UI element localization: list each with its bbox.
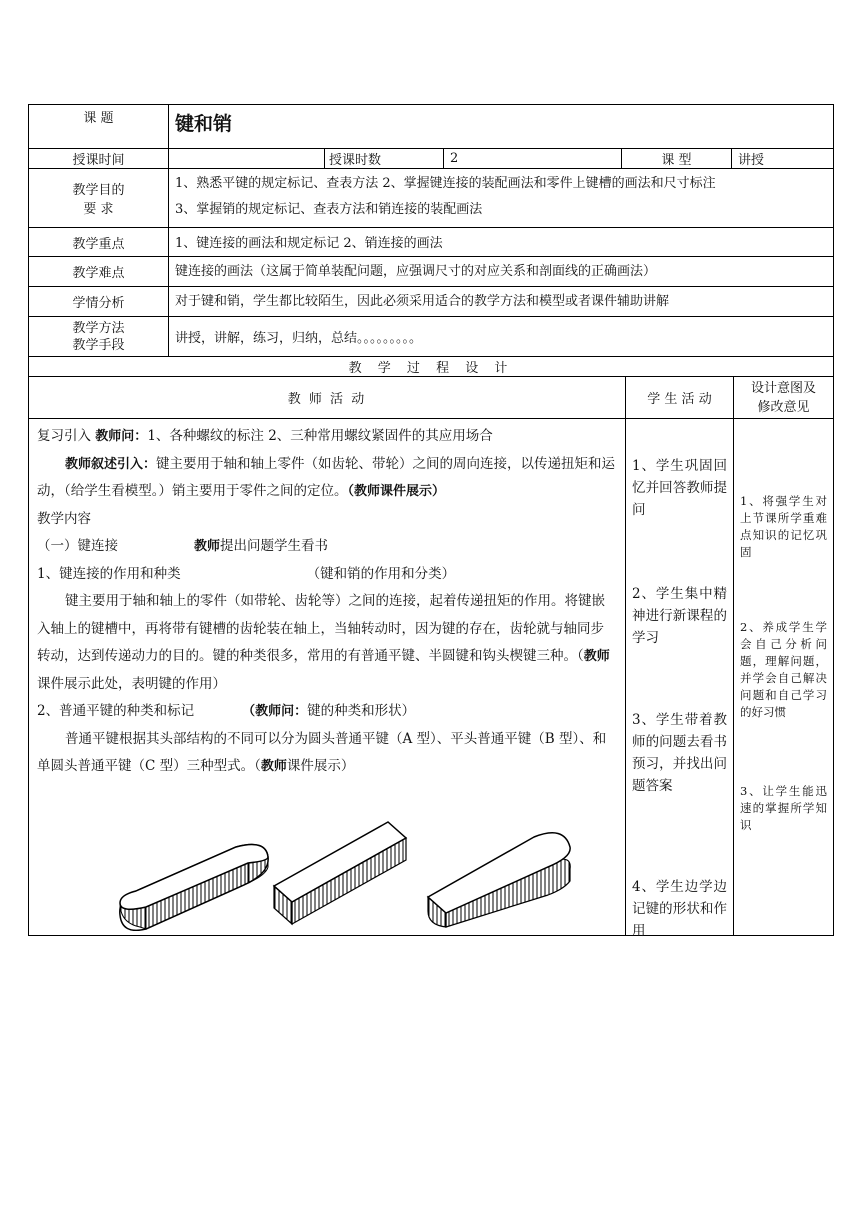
single-round-head-key-icon xyxy=(424,825,574,930)
hours-label: 授课时数 xyxy=(325,149,444,169)
student-activity xyxy=(626,419,734,939)
flat-head-key-icon xyxy=(270,818,410,928)
key-value: 1、键连接的画法和规定标记 2、销连接的画法 xyxy=(169,228,834,257)
process-title: 教 学 过 程 设 计 xyxy=(29,357,834,377)
para-key-usage: 键主要用于轴和轴上的零件（如带轮、齿轮等）之间的连接，起着传递扭矩的作用。将键嵌入轴上的键槽中，再将带有键槽的齿轮装在轴上，当轴转动时，因为键的存在，齿轮就与轴同步转动，达到传递动力的目的。键的种类很多，常用的有普通平键、半圆键和钩头楔键三种。（教师课件展示此处，表明键的作用） xyxy=(37,593,610,692)
col-student: 学 生 活 动 xyxy=(626,377,734,419)
student-item-1: 1、学生巩固回忆并回答教师提问 xyxy=(632,458,727,518)
lesson-plan xyxy=(28,104,833,939)
design-item-2: 2、养成学生学会自己分析问题，理解问题，并学会自己解决问题和自己学习的好习惯 xyxy=(740,620,827,719)
goal-value: 1、熟悉平键的规定标记、查表方法 2、掌握键连接的装配画法和零件上键槽的画法和尺寸标注 3、掌握销的规定标记、查表方法和销连接的装配画法 xyxy=(169,169,834,228)
para-heading-1: 1、键连接的作用和种类 （键和销的作用和分类） xyxy=(37,565,456,582)
para-heading-2: 2、普通平键的种类和标记 （教师问：键的种类和形状） xyxy=(37,703,416,719)
student-item-2: 2、学生集中精神进行新课程的学习 xyxy=(632,586,727,646)
student-item-3: 3、学生带着教师的问题去看书预习，并找出问题答案 xyxy=(632,712,727,794)
col-teacher: 教 师 活 动 xyxy=(29,377,626,419)
round-head-key-icon xyxy=(116,833,276,931)
type-value: 讲授 xyxy=(732,149,834,169)
method-label: 教学方法 教学手段 xyxy=(29,317,169,357)
design-notes xyxy=(734,419,834,936)
design-item-3: 3、让学生能迅速的掌握所学知识 xyxy=(740,784,827,832)
stu-value: 对于键和销，学生都比较陌生，因此必须采用适合的教学方法和模型或者课件辅助讲解 xyxy=(169,287,834,317)
time-value xyxy=(169,149,325,169)
header-table xyxy=(28,104,834,377)
time-label: 授课时间 xyxy=(29,149,169,169)
type-label: 课 型 xyxy=(622,149,732,169)
para-key-types: 普通平键根据其头部结构的不同可以分为圆头普通平键（A 型）、平头普通平键（B 型）、和单圆头普通平键（C 型）三种型式。（教师课件展示） xyxy=(37,730,607,774)
method-value: 讲授，讲解，练习，归纳，总结。。。。。。。。。 xyxy=(169,317,834,357)
para-intro: 教师叙述引入：键主要用于轴和轴上零件（如齿轮、带轮）之间的周向连接，以传递扭矩和运动，（给学生看模型。）销主要用于零件之间的定位。（教师课件展示） xyxy=(37,455,616,499)
stu-label: 学情分析 xyxy=(29,287,169,317)
hours-value: 2 xyxy=(444,149,622,169)
topic-value: 键和销 xyxy=(169,105,834,149)
diff-value: 键连接的画法（这属于简单装配问题，应强调尺寸的对应关系和剖面线的正确画法） xyxy=(169,257,834,287)
student-item-4: 4、学生边学边记键的形状和作用 xyxy=(632,879,727,939)
topic-label: 课 题 xyxy=(29,105,169,149)
col-design: 设计意图及 修改意见 xyxy=(734,377,834,419)
para-review: 复习引入 教师问：1、各种螺纹的标注 2、三种常用螺纹紧固件的其应用场合 xyxy=(37,428,493,444)
diff-label: 教学难点 xyxy=(29,257,169,287)
key-label: 教学重点 xyxy=(29,228,169,257)
goal-label: 教学目的 要 求 xyxy=(29,169,169,228)
design-item-1: 1、将强学生对上节课所学重难点知识的记忆巩固 xyxy=(740,494,827,559)
para-content: 教学内容 xyxy=(37,510,91,527)
para-section-1: （一）键连接 教师提出问题学生看书 xyxy=(37,538,329,554)
